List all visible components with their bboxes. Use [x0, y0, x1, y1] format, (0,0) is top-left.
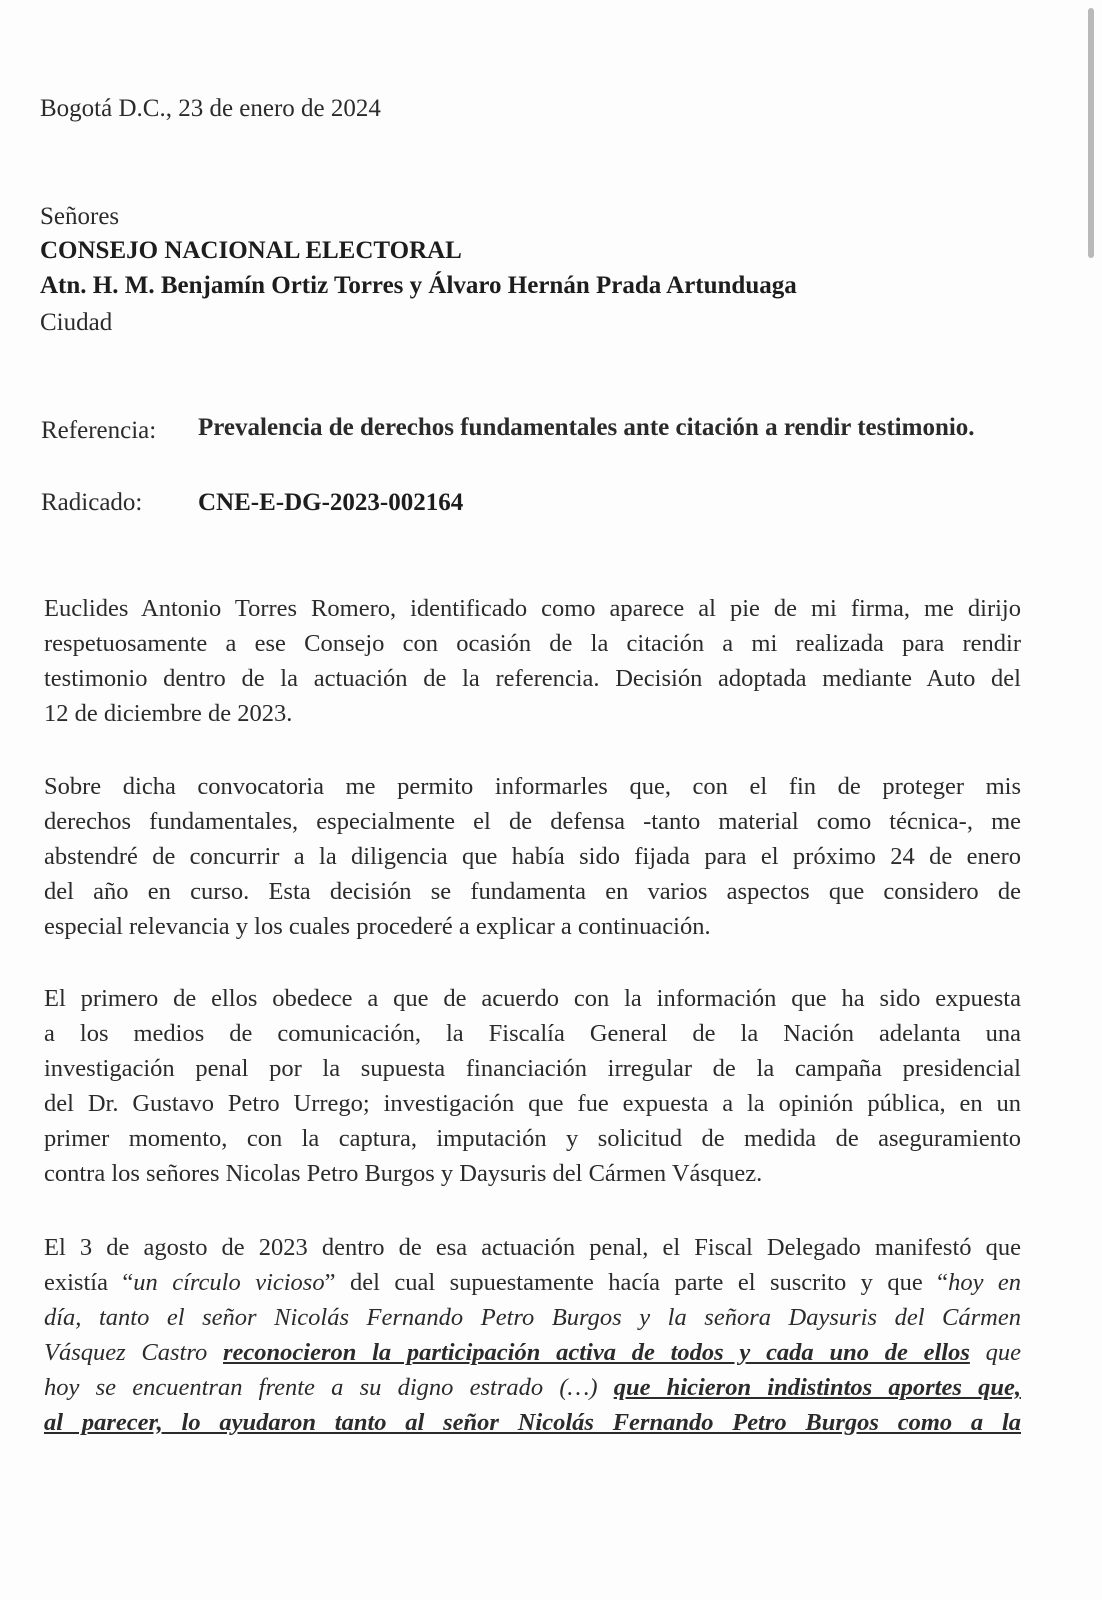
radicado-label: Radicado: — [41, 489, 143, 516]
radicado-value: CNE-E-DG-2023-002164 — [198, 489, 464, 516]
paragraph-line: investigación penal por la supuesta financiación irregular de la campaña presidencial — [44, 1055, 1021, 1082]
organization-name: CONSEJO NACIONAL ELECTORAL — [40, 237, 462, 264]
paragraph-line: derechos fundamentales, especialmente el de defensa -tanto material como técnica-, me — [44, 808, 1021, 835]
attention-line: Atn. H. M. Benjamín Ortiz Torres y Álvaro Hernán Prada Artunduaga — [40, 272, 797, 299]
quoted-text: hoy se encuentran frente a su digno estrado (…) — [44, 1374, 614, 1401]
quoted-text: que — [969, 1339, 1022, 1366]
reference-value: Prevalencia de derechos fundamentales ante citación a rendir testimonio. — [198, 414, 975, 441]
paragraph-2 — [44, 769, 1021, 944]
paragraph-1 — [44, 591, 1021, 731]
date-line: Bogotá D.C., 23 de enero de 2024 — [40, 95, 381, 122]
paragraph-3 — [44, 981, 1021, 1191]
quoted-text: Vásquez Castro — [44, 1339, 223, 1366]
quoted-line: día, tanto el señor Nicolás Fernando Petro Burgos y la señora Daysuris del Cármen — [44, 1304, 1021, 1331]
salutation: Señores — [40, 203, 120, 230]
scrollbar[interactable] — [1088, 8, 1094, 258]
quoted-line — [44, 1335, 1021, 1370]
quoted-text: hoy en — [948, 1269, 1022, 1296]
emphasized-quote: que hicieron indistintos aportes que, — [613, 1374, 1021, 1401]
paragraph-line: El primero de ellos obedece a que de acuerdo con la información que ha sido expuesta — [44, 985, 1021, 1012]
paragraph-line: testimonio dentro de la actuación de la referencia. Decisión adoptada mediante Auto del — [44, 665, 1021, 692]
paragraph-line: Euclides Antonio Torres Romero, identificado como aparece al pie de mi firma, me dirijo — [44, 595, 1021, 622]
paragraph-line: del Dr. Gustavo Petro Urrego; investigación que fue expuesta a la opinión pública, en un — [44, 1090, 1021, 1117]
city-line: Ciudad — [40, 309, 113, 336]
paragraph-line: primer momento, con la captura, imputación y solicitud de medida de aseguramiento — [44, 1125, 1021, 1152]
emphasized-quote: reconocieron la participación activa de todos y cada uno de ellos — [222, 1339, 970, 1366]
text-run: ” del cual supuestamente hacía parte el suscrito y que “ — [324, 1269, 949, 1296]
paragraph-line: especial relevancia y los cuales procederé a explicar a continuación. — [44, 913, 711, 940]
text-run: existía “ — [44, 1269, 134, 1296]
quoted-text: un círculo vicioso — [133, 1269, 325, 1296]
paragraph-line: abstendré de concurrir a la diligencia que había sido fijada para el próximo 24 de enero — [44, 843, 1021, 870]
quoted-line — [44, 1370, 1021, 1405]
paragraph-line — [44, 1265, 1021, 1300]
reference-label: Referencia: — [41, 417, 157, 444]
paragraph-line: 12 de diciembre de 2023. — [44, 700, 293, 727]
paragraph-line: contra los señores Nicolas Petro Burgos y Daysuris del Cármen Vásquez. — [44, 1160, 763, 1187]
paragraph-line: El 3 de agosto de 2023 dentro de esa actuación penal, el Fiscal Delegado manifestó que — [44, 1234, 1021, 1261]
paragraph-line: Sobre dicha convocatoria me permito informarles que, con el fin de proteger mis — [44, 773, 1021, 800]
paragraph-line: respetuosamente a ese Consejo con ocasión de la citación a mi realizada para rendir — [44, 630, 1021, 657]
paragraph-line: a los medios de comunicación, la Fiscalía General de la Nación adelanta una — [44, 1020, 1021, 1047]
paragraph-4 — [44, 1230, 1021, 1440]
paragraph-line: del año en curso. Esta decisión se fundamenta en varios aspectos que considero de — [44, 878, 1021, 905]
emphasized-quote-line: al parecer, lo ayudaron tanto al señor Nicolás Fernando Petro Burgos como a la — [44, 1409, 1021, 1436]
